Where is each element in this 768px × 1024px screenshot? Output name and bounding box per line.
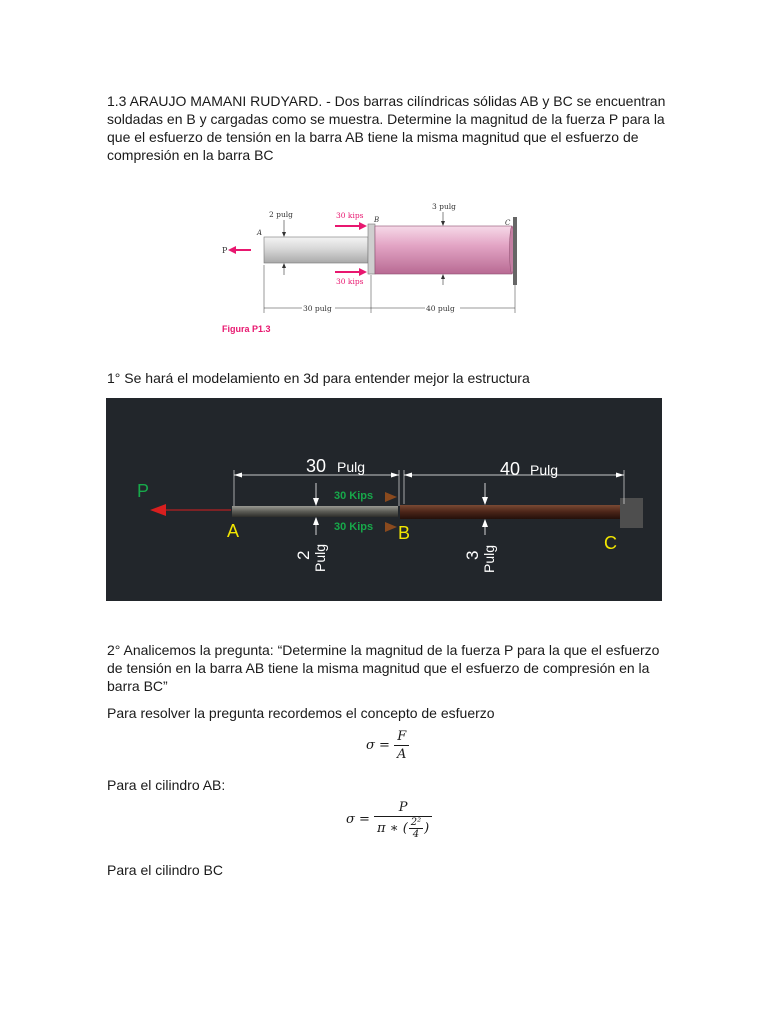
fig1-caption: Figura P1.3 (222, 324, 271, 334)
model-len-bc-num: 40 (500, 459, 521, 479)
eq2-inner-fraction (409, 817, 423, 840)
wall-c (513, 217, 517, 285)
step-2-text (107, 641, 667, 695)
model-rod-bc (400, 505, 623, 519)
model-label-p: P (137, 481, 150, 501)
fig1-label-p: P (222, 246, 228, 255)
stress-equation (366, 728, 409, 763)
model-rod-ab (232, 506, 398, 517)
cylinder-ab-label: Para el cilindro AB: (107, 777, 226, 793)
step-2-line-1: 2° Analicemos la pregunta: “Determine la magnitud de la fuerza P para la que el esfuerzo (107, 642, 660, 658)
fig1-load-bottom: 30 kips (336, 277, 364, 286)
problem-line-2: soldadas en B y cargadas como se muestra. Determine la magnitud de la fuerza P para la (107, 111, 665, 127)
cylinder-bc-label: Para el cilindro BC (107, 862, 223, 878)
model-wall-c (620, 498, 643, 528)
eq2-inner-num: 2² (410, 817, 422, 828)
eq1-denominator: A (397, 747, 407, 762)
model-load-bottom: 30 Kips (334, 521, 374, 533)
problem-line-1: 1.3 ARAUJO MAMANI RUDYARD. - Dos barras cilíndricas sólidas AB y BC se encuentran (107, 93, 666, 109)
model-label-a: A (227, 521, 240, 541)
weld-plate-b (368, 224, 375, 274)
bar-bc (375, 226, 512, 274)
eq2-lhs: σ = (346, 812, 370, 827)
model-len-ab-num: 30 (306, 456, 327, 476)
fig1-label-c: C (505, 219, 511, 227)
model-background (106, 398, 662, 601)
model-3d-figure (106, 398, 662, 601)
problem-line-3: que el esfuerzo de tensión en la barra AB tiene la misma magnitud que el esfuerzo de (107, 129, 639, 145)
eq2-den-post: ) (424, 821, 430, 836)
eq1-lhs: σ = (366, 738, 390, 753)
fig1-label-b: B (374, 216, 380, 224)
fig1-len-bc: 40 pulg (426, 304, 455, 313)
fig1-diam-bc: 3 pulg (432, 202, 456, 211)
stress-ab-equation (346, 799, 432, 840)
model-label-b: B (398, 523, 411, 543)
fig1-diam-ab: 2 pulg (269, 210, 293, 219)
problem-line-4: compresión en la barra BC (107, 147, 274, 163)
eq2-numerator: P (374, 799, 432, 817)
problem-statement (107, 92, 667, 164)
eq2-denominator (374, 817, 432, 840)
model-diam-bc-num: 3 (463, 550, 482, 560)
model-diam-bc-unit: Pulg (481, 544, 497, 573)
eq2-inner-den: 4 (412, 829, 420, 840)
fig1-label-a: A (257, 229, 263, 237)
step-1-text: 1° Se hará el modelamiento en 3d para entender mejor la estructura (107, 370, 530, 386)
eq2-den-pre: π ∗ ( (377, 821, 408, 836)
model-len-bc-unit: Pulg (530, 462, 559, 478)
bar-ab (264, 237, 368, 263)
eq1-fraction (394, 728, 409, 763)
model-diam-ab-num: 2 (294, 550, 313, 560)
eq2-fraction (374, 799, 432, 840)
fig1-len-ab: 30 pulg (303, 304, 332, 313)
eq1-numerator: F (394, 728, 409, 746)
step-2-line-2: de tensión en la barra AB tiene la misma magnitud que el esfuerzo de compresión en la (107, 660, 650, 676)
model-label-c: C (604, 533, 617, 553)
model-diam-ab-unit: Pulg (312, 543, 328, 572)
fig1-load-top: 30 kips (336, 211, 364, 220)
model-load-top: 30 Kips (334, 490, 374, 502)
figure-p1-3 (215, 195, 535, 340)
step-2-line-3: barra BC” (107, 678, 168, 694)
model-len-ab-unit: Pulg (337, 459, 366, 475)
stress-concept-text: Para resolver la pregunta recordemos el concepto de esfuerzo (107, 705, 495, 721)
